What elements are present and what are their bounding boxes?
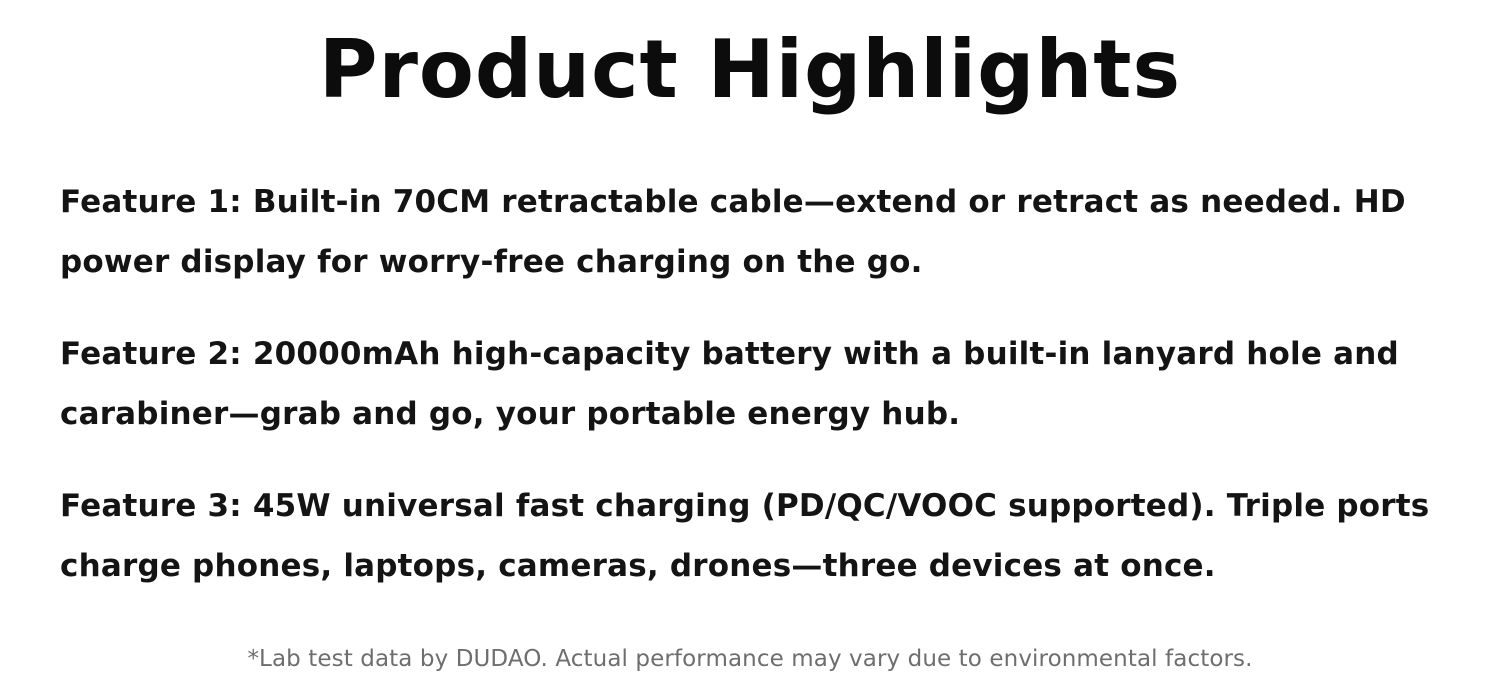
feature-item-3: Feature 3: 45W universal fast charging (PD/QC/VOOC supported). Triple ports charge phones, laptops, cameras, drones—three devices at once. <box>60 487 1430 585</box>
feature-list <box>0 172 1500 597</box>
feature-item-2: Feature 2: 20000mAh high-capacity battery with a built-in lanyard hole and carabiner—grab and go, your portable energy hub. <box>60 335 1399 433</box>
page-title: Product Highlights <box>318 23 1182 116</box>
feature-item-1: Feature 1: Built-in 70CM retractable cable—extend or retract as needed. HD power display for worry-free charging on the go. <box>60 184 1406 281</box>
disclaimer-text: *Lab test data by DUDAO. Actual performance may vary due to environmental factors. <box>247 646 1253 672</box>
